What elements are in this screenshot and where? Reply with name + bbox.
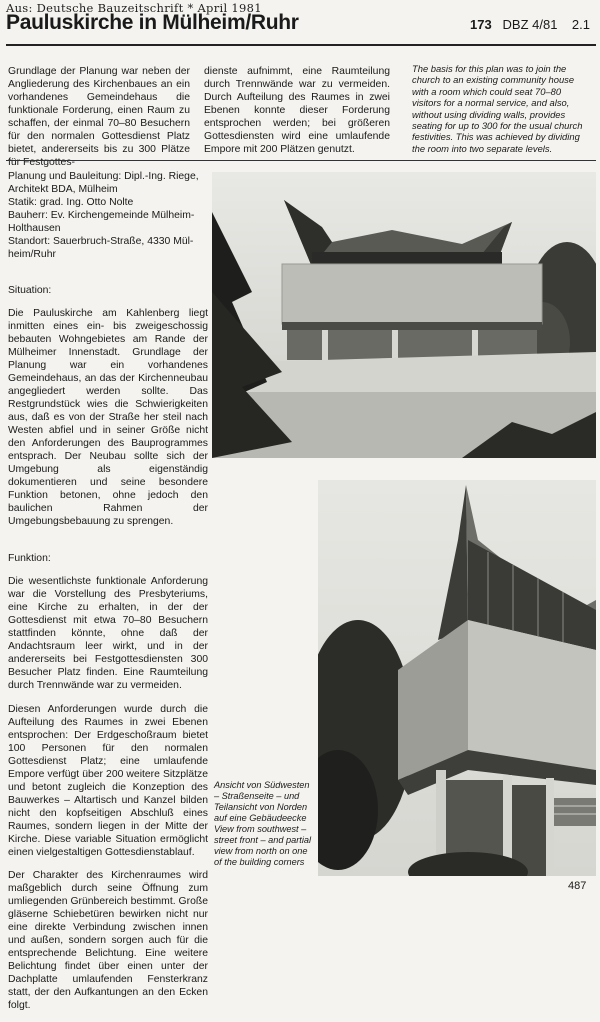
body-column [8, 284, 208, 1022]
credit-line: heim/Ruhr [8, 249, 56, 260]
intro-text-2: dienste aufnimmt, eine Raumteilung durch Trennwände war zu vermeiden. Durch Aufteilung des Raumes in zwei Ebenen konnte dieser Forderung entsprochen werden; bei größeren Gottesdiensten wird eine umlaufende Empore mit 200 Plätzen genutzt. [204, 66, 390, 155]
photo-caption [214, 780, 314, 868]
section-label: 2.1 [571, 17, 590, 32]
funktion-text-3: Der Charakter des Kirchenraumes wird maßgeblich durch seine Öffnung zum umliegenden Grünbereich bestimmt. Große gläserne Schiebetüren bewirken nicht nur eine direkte Verbindung zwischen innen und außen, sondern sorgen auch für die entsprechende Belichtung. Eine weitere Belichtung findet über einen unter der Dachplatte umlaufenden Fensterkranz statt, der den Aufkantungen an den Ecken folgt. [8, 869, 208, 1011]
church-photo-southwest [212, 172, 596, 458]
header-meta [470, 17, 590, 32]
english-summary: The basis for this plan was to join the church to an existing community house with a room which could seat 70–80 visitors for a normal service, and also, without using dividing walls, provides seating for up to 300 for the usual church festivities. This was achieved by dividing the room into two separate levels. [412, 63, 583, 154]
situation-text: Die Pauluskirche am Kahlenberg liegt inmitten eines ein- bis zweigeschossig bebauten Wohngebietes am Rande der Mülheimer Innenstadt. Grundlage der Planung war ein vorhandenes Gemeindehaus, an das der Kirchenneubau angegliedert werden sollte. Das Restgrundstück wies die Schwierigkeiten aus, daß es von der Straße her steil nach Westen abfiel und in seiner Größe nicht den Anforderungen des Bauprogrammes entsprach. Der Neubau sollte sich der Umgebung als eigenständig dokumentieren und seine besondere Funktion betonen, ohne jedoch den baulichen Rahmen der Umgebungsbebauung zu sprengen. [8, 308, 208, 528]
church-photo-corner [318, 480, 596, 876]
credit-line: Planung und Bauleitung: Dipl.-Ing. Riege, [8, 171, 199, 182]
page-title: Pauluskirche in Mülheim/Ruhr [6, 11, 299, 34]
funktion-heading: Funktion: [8, 552, 51, 564]
credit-line: Holthausen [8, 223, 61, 234]
intro-text-1: Grundlage der Planung war neben der Angliederung des Kirchenbaues an ein vorhandenes Gemeindehaus die funktionale Forderung, einen Raum zu schaffen, der einmal 70–80 Besuchern für den normalen Gottesdienst Platz bietet, andererseits bis zu 300 Plätze für Festgottes- [8, 66, 190, 168]
intro-column-2 [204, 65, 390, 156]
funktion-text-2: Diesen Anforderungen wurde durch die Aufteilung des Raumes in zwei Ebenen entsprochen: Der Erdgeschoßraum bietet 100 Personen für den normalen Gottesdienst Platz; eine umlaufende Empore verfügt über 200 weitere Sitzplätze und betont zugleich die Konzeption des Bauwerkes – Altartisch und Kanzel bilden nicht den kopfseitigen Abschluß eines Raumes, sondern liegen in der Mitte der Kirche. Diese variable Situation ermöglicht einen vielgestaltigen Gottesdienstablauf. [8, 703, 208, 858]
folio-number: 487 [568, 880, 587, 892]
funktion-text-1: Die wesentlichste funktionale Anforderung war die Vorstellung des Presbyteriums, eine Kirche zu erhalten, in der der Gottesdienst mit etwa 70–80 Besuchern stattfinden könnte, ohne daß der Andachtsraum leer wirkt, und in der andererseits bei Festgottesdiensten 300 Besucher Platz finden. Eine Raumteilung durch Trennwände war zu vermeiden. [8, 576, 208, 692]
caption-english: View from southwest – street front – and partial view from north on one of the building corners [214, 824, 312, 867]
section-rule [6, 160, 596, 161]
situation-heading: Situation: [8, 285, 52, 296]
credit-line: Statik: grad. Ing. Otto Nolte [8, 197, 134, 208]
archive-stamp: Aus: Deutsche Bauzeitschrift * April 1981 [6, 1, 262, 15]
page-number: 173 [470, 17, 492, 32]
issue-label: DBZ 4/81 [502, 17, 558, 32]
credits-block [8, 170, 208, 261]
credit-line: Standort: Sauerbruch-Straße, 4330 Mül- [8, 236, 194, 247]
header-rule [6, 44, 596, 46]
credit-line: Architekt BDA, Mülheim [8, 184, 118, 195]
caption-german: Ansicht von Südwesten – Straßenseite – und Teilansicht von Norden auf eine Gebäudeecke [214, 780, 310, 823]
credit-line: Bauherr: Ev. Kirchengemeinde Mülheim- [8, 210, 195, 221]
intro-column-1 [8, 65, 190, 169]
